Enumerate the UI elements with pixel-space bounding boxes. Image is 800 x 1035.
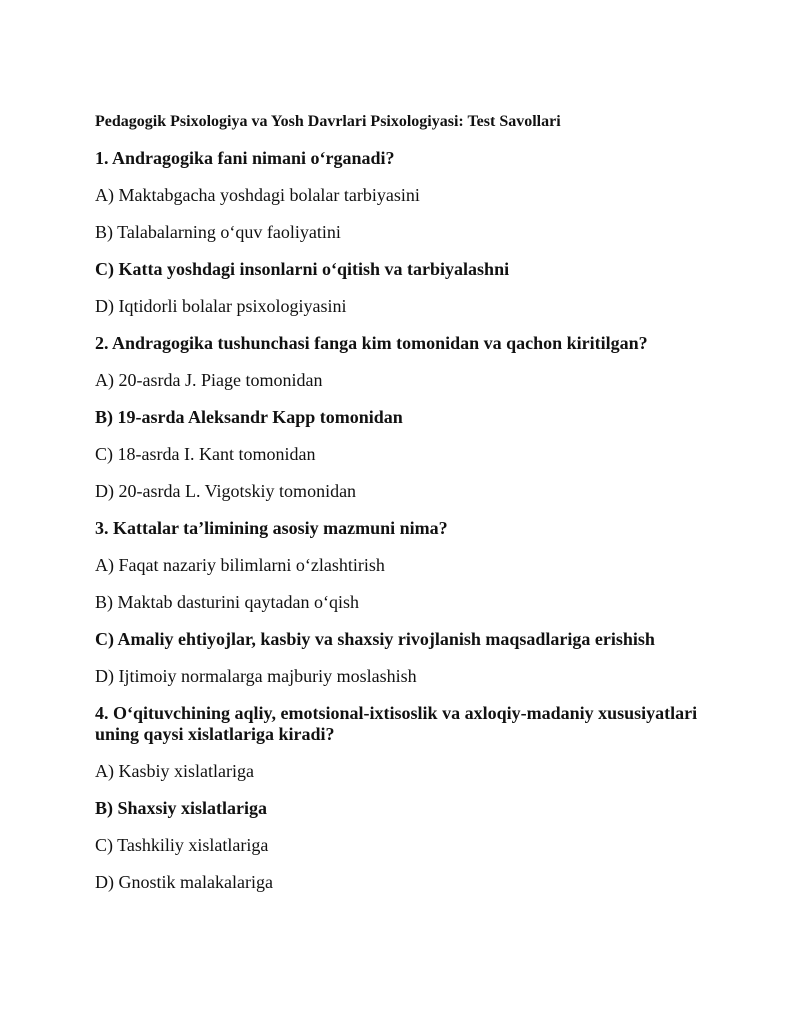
option-a: A) Faqat nazariy bilimlarni o‘zlashtirish (95, 555, 385, 575)
option-d: D) 20-asrda L. Vigotskiy tomonidan (95, 481, 357, 501)
question-block-3 (95, 518, 735, 687)
question-text: 1. Andragogika fani nimani o‘rganadi? (95, 148, 395, 168)
option-a: A) Maktabgacha yoshdagi bolalar tarbiyasini (95, 185, 420, 205)
option-b: B) Maktab dasturini qaytadan o‘qish (95, 592, 359, 612)
option-b: B) Talabalarning o‘quv faoliyatini (95, 222, 341, 242)
question-text: 3. Kattalar ta’limining asosiy mazmuni nima? (95, 518, 448, 538)
option-d: D) Gnostik malakalariga (95, 872, 273, 892)
option-d: D) Iqtidorli bolalar psixologiyasini (95, 296, 347, 316)
question-block-4 (95, 703, 735, 893)
option-b-correct: B) Shaxsiy xislatlariga (95, 798, 268, 818)
option-c-correct: C) Katta yoshdagi insonlarni o‘qitish va tarbiyalashni (95, 259, 510, 279)
option-c-correct: C) Amaliy ehtiyojlar, kasbiy va shaxsiy rivojlanish maqsadlariga erishish (95, 629, 655, 649)
document-page (95, 112, 735, 909)
option-b-correct: B) 19-asrda Aleksandr Kapp tomonidan (95, 407, 403, 427)
option-a: A) 20-asrda J. Piage tomonidan (95, 370, 323, 390)
question-block-2 (95, 333, 735, 502)
option-c: C) 18-asrda I. Kant tomonidan (95, 444, 316, 464)
option-d: D) Ijtimoiy normalarga majburiy moslashish (95, 666, 417, 686)
option-a: A) Kasbiy xislatlariga (95, 761, 254, 781)
question-text: 2. Andragogika tushunchasi fanga kim tomonidan va qachon kiritilgan? (95, 333, 648, 353)
document-title: Pedagogik Psixologiya va Yosh Davrlari Psixologiyasi: Test Savollari (95, 113, 561, 130)
question-block-1 (95, 148, 735, 317)
option-c: C) Tashkiliy xislatlariga (95, 835, 269, 855)
question-text: 4. O‘qituvchining aqliy, emotsional-ixtisoslik va axloqiy-madaniy xususiyatlari uning qaysi xislatlariga kiradi? (95, 703, 698, 744)
